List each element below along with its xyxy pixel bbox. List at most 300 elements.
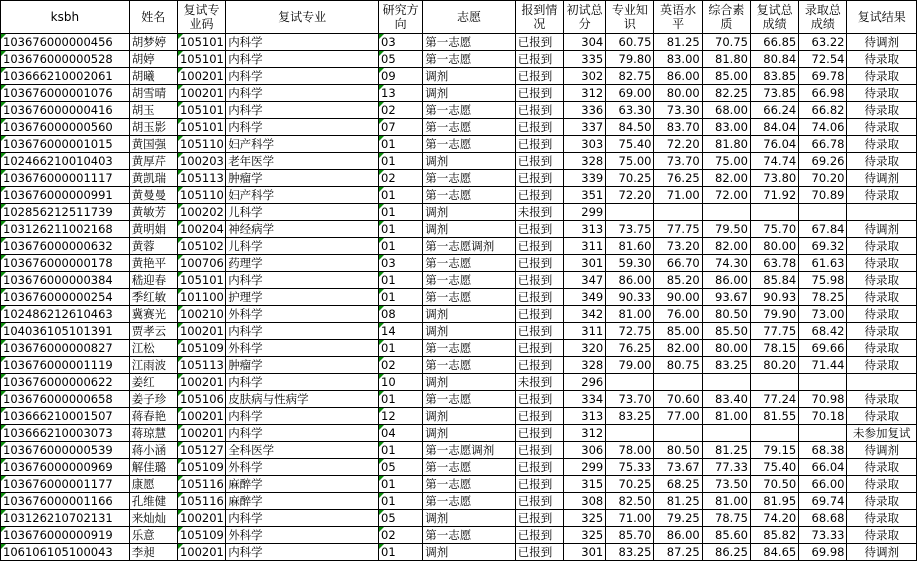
initial-score-cell[interactable]: 351 (564, 187, 606, 204)
initial-score-cell[interactable]: 347 (564, 272, 606, 289)
major-cell[interactable]: 内科学 (226, 323, 379, 340)
report-status-cell[interactable]: 已报到 (515, 119, 563, 136)
initial-score-cell[interactable]: 301 (564, 255, 606, 272)
admission-total-cell[interactable]: 66.00 (799, 476, 847, 493)
admission-total-cell[interactable] (799, 425, 847, 442)
english-level-cell[interactable]: 72.20 (654, 136, 702, 153)
research-direction-cell[interactable]: 05 (379, 459, 423, 476)
header-initial-score[interactable]: 初试总分 (564, 1, 606, 34)
major-cell[interactable]: 药理学 (226, 255, 379, 272)
retest-result-cell[interactable]: 待录取 (847, 255, 917, 272)
major-cell[interactable]: 内科学 (226, 408, 379, 425)
name-cell[interactable]: 康愿 (129, 476, 177, 493)
preference-cell[interactable]: 第一志愿 (423, 272, 516, 289)
major-cell[interactable]: 内科学 (226, 374, 379, 391)
overall-quality-cell[interactable]: 85.60 (702, 527, 750, 544)
professional-knowledge-cell[interactable]: 84.50 (606, 119, 654, 136)
header-preference[interactable]: 志愿 (423, 1, 516, 34)
overall-quality-cell[interactable]: 80.50 (702, 306, 750, 323)
major-cell[interactable]: 内科学 (226, 34, 379, 51)
overall-quality-cell[interactable]: 82.00 (702, 238, 750, 255)
name-cell[interactable]: 解佳璐 (129, 459, 177, 476)
retest-total-cell[interactable]: 77.24 (750, 391, 798, 408)
preference-cell[interactable]: 第一志愿 (423, 119, 516, 136)
research-direction-cell[interactable]: 09 (379, 68, 423, 85)
major-code-cell[interactable]: 100201 (177, 374, 225, 391)
report-status-cell[interactable]: 已报到 (515, 255, 563, 272)
professional-knowledge-cell[interactable]: 83.25 (606, 544, 654, 561)
admission-total-cell[interactable]: 66.04 (799, 459, 847, 476)
research-direction-cell[interactable]: 01 (379, 238, 423, 255)
admission-total-cell[interactable]: 73.00 (799, 306, 847, 323)
english-level-cell[interactable]: 73.20 (654, 238, 702, 255)
ksbh-cell[interactable]: 103676000000178 (1, 255, 130, 272)
initial-score-cell[interactable]: 335 (564, 51, 606, 68)
initial-score-cell[interactable]: 325 (564, 527, 606, 544)
retest-result-cell[interactable]: 待调剂 (847, 442, 917, 459)
ksbh-cell[interactable]: 103676000000456 (1, 34, 130, 51)
professional-knowledge-cell[interactable]: 70.25 (606, 476, 654, 493)
research-direction-cell[interactable]: 01 (379, 272, 423, 289)
english-level-cell[interactable]: 77.75 (654, 221, 702, 238)
preference-cell[interactable]: 第一志愿 (423, 289, 516, 306)
retest-total-cell[interactable]: 85.84 (750, 272, 798, 289)
ksbh-cell[interactable]: 103676000000827 (1, 340, 130, 357)
retest-total-cell[interactable]: 79.15 (750, 442, 798, 459)
retest-result-cell[interactable]: 待录取 (847, 238, 917, 255)
overall-quality-cell[interactable]: 81.00 (702, 408, 750, 425)
retest-total-cell[interactable]: 90.93 (750, 289, 798, 306)
name-cell[interactable]: 李昶 (129, 544, 177, 561)
english-level-cell[interactable] (654, 204, 702, 221)
initial-score-cell[interactable]: 337 (564, 119, 606, 136)
admission-total-cell[interactable]: 70.89 (799, 187, 847, 204)
english-level-cell[interactable]: 80.00 (654, 85, 702, 102)
initial-score-cell[interactable]: 299 (564, 204, 606, 221)
ksbh-cell[interactable]: 103126211002168 (1, 221, 130, 238)
major-code-cell[interactable]: 105109 (177, 340, 225, 357)
preference-cell[interactable]: 调剂 (423, 425, 516, 442)
preference-cell[interactable]: 第一志愿 (423, 255, 516, 272)
retest-total-cell[interactable]: 81.95 (750, 493, 798, 510)
english-level-cell[interactable]: 86.00 (654, 527, 702, 544)
name-cell[interactable]: 胡玉影 (129, 119, 177, 136)
name-cell[interactable]: 季红敏 (129, 289, 177, 306)
admission-total-cell[interactable] (799, 204, 847, 221)
overall-quality-cell[interactable]: 83.00 (702, 119, 750, 136)
preference-cell[interactable]: 第一志愿 (423, 187, 516, 204)
major-code-cell[interactable]: 100706 (177, 255, 225, 272)
admission-total-cell[interactable]: 70.18 (799, 408, 847, 425)
retest-total-cell[interactable]: 66.24 (750, 102, 798, 119)
admission-total-cell[interactable]: 68.42 (799, 323, 847, 340)
initial-score-cell[interactable]: 296 (564, 374, 606, 391)
overall-quality-cell[interactable]: 79.50 (702, 221, 750, 238)
retest-total-cell[interactable]: 80.20 (750, 357, 798, 374)
overall-quality-cell[interactable] (702, 204, 750, 221)
ksbh-cell[interactable]: 103676000001166 (1, 493, 130, 510)
major-code-cell[interactable]: 105101 (177, 102, 225, 119)
major-code-cell[interactable]: 105110 (177, 136, 225, 153)
major-code-cell[interactable]: 105101 (177, 119, 225, 136)
major-cell[interactable]: 外科学 (226, 340, 379, 357)
initial-score-cell[interactable]: 308 (564, 493, 606, 510)
admission-total-cell[interactable]: 67.84 (799, 221, 847, 238)
retest-total-cell[interactable]: 77.75 (750, 323, 798, 340)
overall-quality-cell[interactable]: 73.50 (702, 476, 750, 493)
major-code-cell[interactable]: 100201 (177, 68, 225, 85)
preference-cell[interactable]: 第一志愿 (423, 51, 516, 68)
english-level-cell[interactable]: 73.70 (654, 153, 702, 170)
initial-score-cell[interactable]: 303 (564, 136, 606, 153)
research-direction-cell[interactable]: 02 (379, 527, 423, 544)
professional-knowledge-cell[interactable]: 81.60 (606, 238, 654, 255)
research-direction-cell[interactable]: 01 (379, 442, 423, 459)
overall-quality-cell[interactable]: 86.25 (702, 544, 750, 561)
major-cell[interactable]: 肿瘤学 (226, 170, 379, 187)
report-status-cell[interactable]: 已报到 (515, 357, 563, 374)
name-cell[interactable]: 胡雪晴 (129, 85, 177, 102)
initial-score-cell[interactable]: 312 (564, 85, 606, 102)
overall-quality-cell[interactable]: 77.33 (702, 459, 750, 476)
english-level-cell[interactable]: 83.70 (654, 119, 702, 136)
retest-total-cell[interactable]: 74.74 (750, 153, 798, 170)
retest-result-cell[interactable] (847, 374, 917, 391)
header-admission-total[interactable]: 录取总成绩 (799, 1, 847, 34)
overall-quality-cell[interactable] (702, 374, 750, 391)
ksbh-cell[interactable]: 103676000000632 (1, 238, 130, 255)
retest-result-cell[interactable]: 待调剂 (847, 170, 917, 187)
professional-knowledge-cell[interactable]: 72.20 (606, 187, 654, 204)
retest-result-cell[interactable]: 待录取 (847, 153, 917, 170)
ksbh-cell[interactable]: 103676000000622 (1, 374, 130, 391)
major-code-cell[interactable]: 105116 (177, 476, 225, 493)
name-cell[interactable]: 江雨波 (129, 357, 177, 374)
report-status-cell[interactable]: 已报到 (515, 272, 563, 289)
report-status-cell[interactable]: 已报到 (515, 102, 563, 119)
name-cell[interactable]: 嵇迎春 (129, 272, 177, 289)
admission-total-cell[interactable]: 70.98 (799, 391, 847, 408)
report-status-cell[interactable]: 已报到 (515, 442, 563, 459)
retest-total-cell[interactable]: 80.00 (750, 238, 798, 255)
admission-total-cell[interactable]: 75.98 (799, 272, 847, 289)
report-status-cell[interactable]: 已报到 (515, 544, 563, 561)
major-cell[interactable]: 内科学 (226, 425, 379, 442)
research-direction-cell[interactable]: 01 (379, 544, 423, 561)
professional-knowledge-cell[interactable]: 78.00 (606, 442, 654, 459)
english-level-cell[interactable]: 68.25 (654, 476, 702, 493)
english-level-cell[interactable]: 77.00 (654, 408, 702, 425)
ksbh-cell[interactable]: 103676000001117 (1, 170, 130, 187)
major-code-cell[interactable]: 105113 (177, 357, 225, 374)
english-level-cell[interactable]: 71.00 (654, 187, 702, 204)
retest-total-cell[interactable]: 70.50 (750, 476, 798, 493)
major-code-cell[interactable]: 105101 (177, 51, 225, 68)
english-level-cell[interactable] (654, 425, 702, 442)
major-code-cell[interactable]: 100201 (177, 85, 225, 102)
report-status-cell[interactable]: 已报到 (515, 51, 563, 68)
preference-cell[interactable]: 调剂 (423, 221, 516, 238)
preference-cell[interactable]: 调剂 (423, 408, 516, 425)
ksbh-cell[interactable]: 103676000000416 (1, 102, 130, 119)
major-code-cell[interactable]: 105127 (177, 442, 225, 459)
retest-result-cell[interactable]: 待录取 (847, 476, 917, 493)
name-cell[interactable]: 孔维健 (129, 493, 177, 510)
name-cell[interactable]: 黄曼曼 (129, 187, 177, 204)
report-status-cell[interactable]: 已报到 (515, 153, 563, 170)
professional-knowledge-cell[interactable] (606, 204, 654, 221)
name-cell[interactable]: 胡曦 (129, 68, 177, 85)
retest-total-cell[interactable]: 78.15 (750, 340, 798, 357)
major-cell[interactable]: 儿科学 (226, 204, 379, 221)
admission-total-cell[interactable]: 71.44 (799, 357, 847, 374)
report-status-cell[interactable]: 已报到 (515, 459, 563, 476)
admission-total-cell[interactable]: 66.78 (799, 136, 847, 153)
retest-total-cell[interactable]: 84.04 (750, 119, 798, 136)
name-cell[interactable]: 黄厚芹 (129, 153, 177, 170)
english-level-cell[interactable]: 80.50 (654, 442, 702, 459)
overall-quality-cell[interactable]: 81.00 (702, 493, 750, 510)
overall-quality-cell[interactable]: 85.50 (702, 323, 750, 340)
research-direction-cell[interactable]: 01 (379, 153, 423, 170)
retest-total-cell[interactable]: 76.04 (750, 136, 798, 153)
report-status-cell[interactable]: 已报到 (515, 170, 563, 187)
initial-score-cell[interactable]: 306 (564, 442, 606, 459)
ksbh-cell[interactable]: 103676000000560 (1, 119, 130, 136)
research-direction-cell[interactable]: 03 (379, 34, 423, 51)
report-status-cell[interactable]: 已报到 (515, 306, 563, 323)
report-status-cell[interactable]: 未报到 (515, 204, 563, 221)
research-direction-cell[interactable]: 13 (379, 85, 423, 102)
professional-knowledge-cell[interactable]: 63.30 (606, 102, 654, 119)
initial-score-cell[interactable]: 328 (564, 153, 606, 170)
admission-total-cell[interactable]: 69.74 (799, 493, 847, 510)
ksbh-cell[interactable]: 103676000000658 (1, 391, 130, 408)
admission-total-cell[interactable]: 73.33 (799, 527, 847, 544)
name-cell[interactable]: 黄敏芳 (129, 204, 177, 221)
professional-knowledge-cell[interactable]: 72.75 (606, 323, 654, 340)
major-cell[interactable]: 儿科学 (226, 238, 379, 255)
retest-result-cell[interactable]: 待录取 (847, 187, 917, 204)
overall-quality-cell[interactable]: 68.00 (702, 102, 750, 119)
report-status-cell[interactable]: 未报到 (515, 374, 563, 391)
major-code-cell[interactable]: 105109 (177, 459, 225, 476)
preference-cell[interactable]: 第一志愿 (423, 170, 516, 187)
retest-result-cell[interactable]: 待录取 (847, 323, 917, 340)
preference-cell[interactable]: 调剂 (423, 544, 516, 561)
major-cell[interactable]: 妇产科学 (226, 136, 379, 153)
admission-total-cell[interactable]: 66.82 (799, 102, 847, 119)
retest-result-cell[interactable]: 待录取 (847, 357, 917, 374)
major-cell[interactable]: 妇产科学 (226, 187, 379, 204)
ksbh-cell[interactable]: 106106105100043 (1, 544, 130, 561)
initial-score-cell[interactable]: 339 (564, 170, 606, 187)
retest-result-cell[interactable]: 待录取 (847, 527, 917, 544)
report-status-cell[interactable]: 已报到 (515, 34, 563, 51)
admission-total-cell[interactable]: 69.98 (799, 544, 847, 561)
research-direction-cell[interactable]: 03 (379, 255, 423, 272)
report-status-cell[interactable]: 已报到 (515, 493, 563, 510)
professional-knowledge-cell[interactable]: 73.70 (606, 391, 654, 408)
research-direction-cell[interactable]: 07 (379, 119, 423, 136)
overall-quality-cell[interactable]: 81.25 (702, 442, 750, 459)
retest-result-cell[interactable]: 待录取 (847, 289, 917, 306)
professional-knowledge-cell[interactable]: 73.75 (606, 221, 654, 238)
research-direction-cell[interactable]: 02 (379, 357, 423, 374)
ksbh-cell[interactable]: 103676000000254 (1, 289, 130, 306)
major-cell[interactable]: 内科学 (226, 544, 379, 561)
major-cell[interactable]: 皮肤病与性病学 (226, 391, 379, 408)
retest-total-cell[interactable]: 74.20 (750, 510, 798, 527)
header-report-status[interactable]: 报到情况 (515, 1, 563, 34)
english-level-cell[interactable]: 86.00 (654, 68, 702, 85)
ksbh-cell[interactable]: 103676000000539 (1, 442, 130, 459)
retest-total-cell[interactable]: 85.82 (750, 527, 798, 544)
major-code-cell[interactable]: 100210 (177, 306, 225, 323)
name-cell[interactable]: 来灿灿 (129, 510, 177, 527)
name-cell[interactable]: 胡婷 (129, 51, 177, 68)
preference-cell[interactable]: 调剂 (423, 153, 516, 170)
retest-result-cell[interactable]: 待录取 (847, 272, 917, 289)
overall-quality-cell[interactable]: 82.25 (702, 85, 750, 102)
name-cell[interactable]: 黄明娟 (129, 221, 177, 238)
major-cell[interactable]: 老年医学 (226, 153, 379, 170)
major-cell[interactable]: 肿瘤学 (226, 357, 379, 374)
name-cell[interactable]: 黄凯瑞 (129, 170, 177, 187)
research-direction-cell[interactable]: 12 (379, 408, 423, 425)
admission-total-cell[interactable]: 68.68 (799, 510, 847, 527)
retest-total-cell[interactable]: 63.78 (750, 255, 798, 272)
english-level-cell[interactable]: 73.30 (654, 102, 702, 119)
research-direction-cell[interactable]: 04 (379, 425, 423, 442)
initial-score-cell[interactable]: 320 (564, 340, 606, 357)
preference-cell[interactable]: 第一志愿 (423, 527, 516, 544)
report-status-cell[interactable]: 已报到 (515, 527, 563, 544)
overall-quality-cell[interactable]: 80.00 (702, 340, 750, 357)
research-direction-cell[interactable]: 02 (379, 170, 423, 187)
retest-total-cell[interactable] (750, 204, 798, 221)
ksbh-cell[interactable]: 103666210001507 (1, 408, 130, 425)
major-code-cell[interactable]: 101100 (177, 289, 225, 306)
admission-total-cell[interactable]: 69.78 (799, 68, 847, 85)
overall-quality-cell[interactable]: 74.30 (702, 255, 750, 272)
report-status-cell[interactable]: 已报到 (515, 68, 563, 85)
major-code-cell[interactable]: 100202 (177, 204, 225, 221)
research-direction-cell[interactable]: 02 (379, 102, 423, 119)
major-cell[interactable]: 麻醉学 (226, 476, 379, 493)
preference-cell[interactable]: 第一志愿 (423, 476, 516, 493)
retest-total-cell[interactable]: 73.85 (750, 85, 798, 102)
initial-score-cell[interactable]: 302 (564, 68, 606, 85)
initial-score-cell[interactable]: 311 (564, 238, 606, 255)
research-direction-cell[interactable]: 05 (379, 510, 423, 527)
report-status-cell[interactable]: 已报到 (515, 323, 563, 340)
retest-result-cell[interactable]: 待录取 (847, 306, 917, 323)
retest-result-cell[interactable]: 待录取 (847, 136, 917, 153)
header-major-code[interactable]: 复试专业码 (177, 1, 225, 34)
english-level-cell[interactable]: 80.75 (654, 357, 702, 374)
major-cell[interactable]: 外科学 (226, 306, 379, 323)
overall-quality-cell[interactable]: 70.75 (702, 34, 750, 51)
preference-cell[interactable]: 调剂 (423, 306, 516, 323)
english-level-cell[interactable]: 90.00 (654, 289, 702, 306)
retest-total-cell[interactable] (750, 374, 798, 391)
preference-cell[interactable]: 调剂 (423, 68, 516, 85)
initial-score-cell[interactable]: 313 (564, 221, 606, 238)
preference-cell[interactable]: 第一志愿 (423, 493, 516, 510)
major-cell[interactable]: 内科学 (226, 85, 379, 102)
retest-total-cell[interactable]: 80.84 (750, 51, 798, 68)
professional-knowledge-cell[interactable]: 82.75 (606, 68, 654, 85)
report-status-cell[interactable]: 已报到 (515, 187, 563, 204)
retest-result-cell[interactable] (847, 204, 917, 221)
preference-cell[interactable]: 第一志愿 (423, 357, 516, 374)
professional-knowledge-cell[interactable]: 75.00 (606, 153, 654, 170)
report-status-cell[interactable]: 已报到 (515, 289, 563, 306)
preference-cell[interactable]: 第一志愿 (423, 459, 516, 476)
retest-total-cell[interactable] (750, 425, 798, 442)
overall-quality-cell[interactable]: 81.80 (702, 136, 750, 153)
english-level-cell[interactable]: 87.25 (654, 544, 702, 561)
retest-result-cell[interactable]: 待录取 (847, 493, 917, 510)
major-code-cell[interactable]: 100201 (177, 408, 225, 425)
name-cell[interactable]: 蒋琼慧 (129, 425, 177, 442)
retest-result-cell[interactable]: 待调剂 (847, 34, 917, 51)
name-cell[interactable]: 姜子珍 (129, 391, 177, 408)
research-direction-cell[interactable]: 01 (379, 136, 423, 153)
ksbh-cell[interactable]: 103666210002061 (1, 68, 130, 85)
english-level-cell[interactable]: 82.00 (654, 340, 702, 357)
major-cell[interactable]: 内科学 (226, 272, 379, 289)
admission-total-cell[interactable]: 70.20 (799, 170, 847, 187)
preference-cell[interactable]: 第一志愿 (423, 34, 516, 51)
initial-score-cell[interactable]: 311 (564, 323, 606, 340)
name-cell[interactable]: 胡玉 (129, 102, 177, 119)
research-direction-cell[interactable]: 01 (379, 476, 423, 493)
major-cell[interactable]: 内科学 (226, 119, 379, 136)
research-direction-cell[interactable]: 01 (379, 289, 423, 306)
research-direction-cell[interactable]: 01 (379, 391, 423, 408)
ksbh-cell[interactable]: 104036105101391 (1, 323, 130, 340)
major-code-cell[interactable]: 105110 (177, 187, 225, 204)
name-cell[interactable]: 胡梦婷 (129, 34, 177, 51)
header-ksbh[interactable]: ksbh (1, 1, 130, 34)
english-level-cell[interactable]: 76.25 (654, 170, 702, 187)
professional-knowledge-cell[interactable]: 79.80 (606, 51, 654, 68)
major-code-cell[interactable]: 105102 (177, 238, 225, 255)
report-status-cell[interactable]: 已报到 (515, 85, 563, 102)
english-level-cell[interactable]: 70.60 (654, 391, 702, 408)
professional-knowledge-cell[interactable]: 75.33 (606, 459, 654, 476)
preference-cell[interactable]: 第一志愿 (423, 136, 516, 153)
major-code-cell[interactable]: 100201 (177, 510, 225, 527)
major-code-cell[interactable]: 105113 (177, 170, 225, 187)
english-level-cell[interactable]: 66.70 (654, 255, 702, 272)
research-direction-cell[interactable]: 10 (379, 374, 423, 391)
professional-knowledge-cell[interactable]: 59.30 (606, 255, 654, 272)
initial-score-cell[interactable]: 313 (564, 408, 606, 425)
retest-total-cell[interactable]: 84.65 (750, 544, 798, 561)
retest-total-cell[interactable]: 81.55 (750, 408, 798, 425)
header-research-direction[interactable]: 研究方向 (379, 1, 423, 34)
major-cell[interactable]: 外科学 (226, 527, 379, 544)
professional-knowledge-cell[interactable]: 82.50 (606, 493, 654, 510)
overall-quality-cell[interactable]: 83.25 (702, 357, 750, 374)
ksbh-cell[interactable]: 103676000001177 (1, 476, 130, 493)
overall-quality-cell[interactable]: 78.75 (702, 510, 750, 527)
professional-knowledge-cell[interactable] (606, 374, 654, 391)
name-cell[interactable]: 冀赛光 (129, 306, 177, 323)
